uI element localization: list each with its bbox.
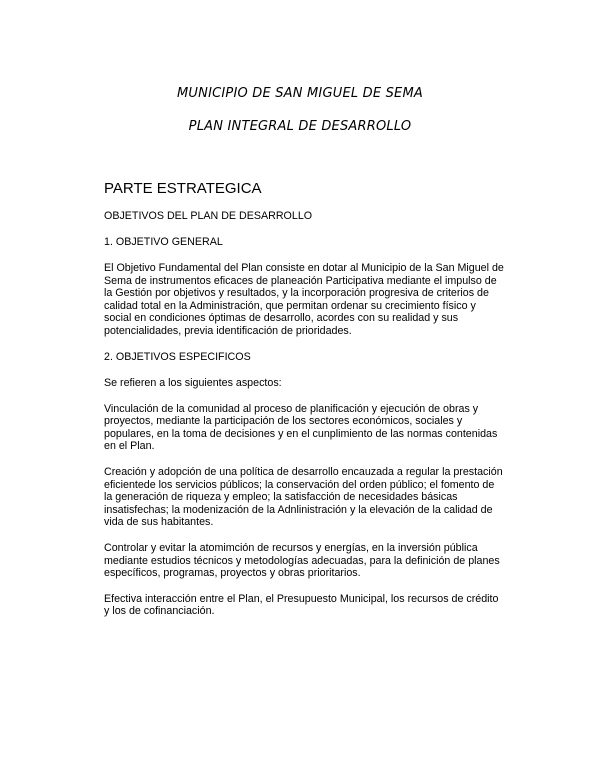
document-subtitle: PLAN INTEGRAL DE DESARROLLO: [188, 119, 412, 134]
specific-objective-item: Efectiva interacción entre el Plan, el Presupuesto Municipal, los recursos de crédito y los de cofinanciación.: [104, 592, 499, 618]
document-body: [104, 180, 504, 631]
document-title: MUNICIPIO DE SAN MIGUEL DE SEMA: [177, 86, 423, 101]
specific-objective-item: Creación y adopción de una política de desarrollo encauzada a regular la prestación eficientede los servicios públicos; la conservación del orden público; el fomento de la generación de riqueza y empleo; la satisfacción de necesidades básicas insatisfechas; la modenización de la Adnlinistración y la elevación de la calidad de vida de sus habitantes.: [104, 465, 503, 529]
specific-objectives-heading: 2. OBJETIVOS ESPECIFICOS: [104, 350, 251, 363]
general-objective-paragraph: El Objetivo Fundamental del Plan consiste en dotar al Municipio de la San Miguel de Sema de instrumentos eficaces de planeación Participativa mediante el impulso de la Gestión por objetivos y resultados, y la incorporación progresiva de criterios de calidad total en la Administración, que permitan ordenar su crecimiento físico y social en condiciones óptimas de desarrollo, acordes con su realidad y sus potencialidades, previa identificación de prioridades.: [104, 262, 504, 337]
specific-objective-item: Controlar y evitar la atomimción de recursos y energías, en la inversión pública mediante estudios técnicos y metodologías adecuadas, para la definición de planes específicos, programas, proyectos y obras prioritarios.: [104, 541, 500, 580]
specific-objective-item: Vinculación de la comunidad al proceso de planificación y ejecución de obras y proyectos, mediante la participación de los sectores económicos, sociales y populares, en la toma de decisiones y en el cunplimiento de las normas contenidas en el Plan.: [104, 402, 498, 453]
part-heading: PARTE ESTRATEGICA: [104, 180, 262, 197]
general-objective-heading: 1. OBJETIVO GENERAL: [104, 236, 223, 248]
specific-objectives-intro: Se refieren a los siguientes aspectos:: [104, 376, 282, 389]
objectives-heading: OBJETIVOS DEL PLAN DE DESARROLLO: [104, 210, 313, 222]
